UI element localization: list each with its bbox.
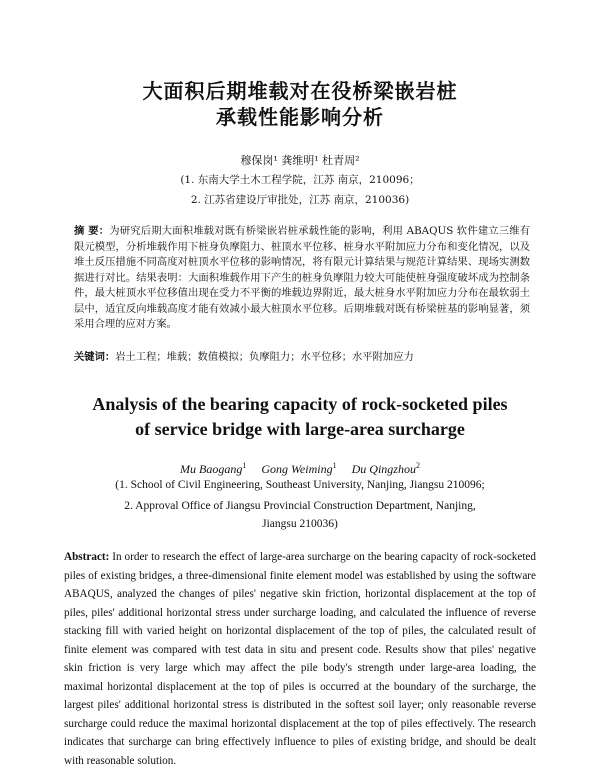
english-abstract: [64, 548, 536, 770]
chinese-keywords-label: 关键词：: [74, 351, 116, 363]
chinese-abstract: [74, 224, 530, 333]
english-affiliation-3: Jiangsu 210036): [262, 518, 338, 530]
english-abstract-text: In order to research the effect of large-area surcharge on the bearing capacity of rock-socketed piles of existing bridges, a three-dimensional finite element model was established by using the software ABAQUS, analyzed the changes of piles' negative skin friction, horizontal displacement at the top of piles, piles' additional horizontal stress under surcharge loading, and calculated the influence of reverse stacking fill with varied height on horizontal displacement of the top of piles, the calculated result of finite element was compared with test data in situ and present code. Results show that piles' negative skin friction is very large which may affect the pile body's strength under large-area loading, the maximal horizontal displacement at the top of piles is occurred at the boundary of the surcharge, the largest piles' additional horizontal stress is distributed in the softest soil layer; only reasonable reverse surcharge could reduce the maximal horizontal displacement at the top of piles effectively. The research indicates that surcharge can bring effectively influence to piles of existing bridge, and should be dealt with reasonable solution.: [64, 551, 536, 767]
english-affiliation-2: 2. Approval Office of Jiangsu Provincial Construction Department, Nanjing,: [124, 500, 476, 512]
author-gong-weiming: Gong Weiming$^1$: [261, 461, 337, 476]
chinese-abstract-label: 摘 要：: [74, 225, 110, 237]
chinese-affiliation-2: 2. 江苏省建设厅审批处，江苏 南京，210036): [190, 194, 410, 206]
author-du-qingzhou: Du Qingzhou$^2$: [351, 461, 420, 476]
english-abstract-label: Abstract:: [64, 551, 110, 563]
author-mu-baogang: Mu Baogang$^1$: [180, 461, 247, 476]
chinese-authors: 穆保岗¹ 龚维明¹ 杜青周²: [240, 154, 360, 167]
chinese-title-line-1: 大面积后期堆载对在役桥梁嵌岩桩: [142, 79, 458, 103]
english-title-line-1: Analysis of the bearing capacity of rock-socketed piles: [92, 394, 508, 414]
chinese-affiliation-1: (1. 东南大学土木工程学院，江苏 南京，210096；: [180, 174, 420, 186]
chinese-abstract-text: 为研究后期大面积堆载对既有桥梁嵌岩桩承载性能的影响，利用 ABAQUS 软件建立三维有限元模型，分析堆载作用下桩身负摩阻力、桩顶水平位移、桩身水平附加应力分布和变化情况，以及堆土反压措施不同高度对桩顶水平位移的影响情况，将有限元计算结果与规范计算结果、现场实测数据进行对比。结果表明：大面积堆载作用下产生的桩身负摩阻力较大可能使桩身强度破坏成为控制条件，最大桩顶水平位移值出现在受力不平衡的堆载边界附近，最大桩身水平附加应力分布在最软弱土层中，适宜反向堆载高度才能有效减小最大桩顶水平位移。后期堆载对既有桥梁桩基的影响显著，须采用合理的应对方案。: [74, 225, 530, 330]
chinese-title-line-2: 承载性能影响分析: [216, 105, 384, 129]
chinese-keywords-text: 岩土工程；堆载；数值模拟；负摩阻力；水平位移；水平附加应力: [115, 351, 414, 363]
english-authors: [0, 461, 600, 477]
chinese-keywords: [74, 350, 530, 365]
english-title-line-2: of service bridge with large-area surcharge: [135, 419, 465, 439]
english-affiliation-1: (1. School of Civil Engineering, Southeast University, Nanjing, Jiangsu 210096;: [115, 479, 485, 491]
